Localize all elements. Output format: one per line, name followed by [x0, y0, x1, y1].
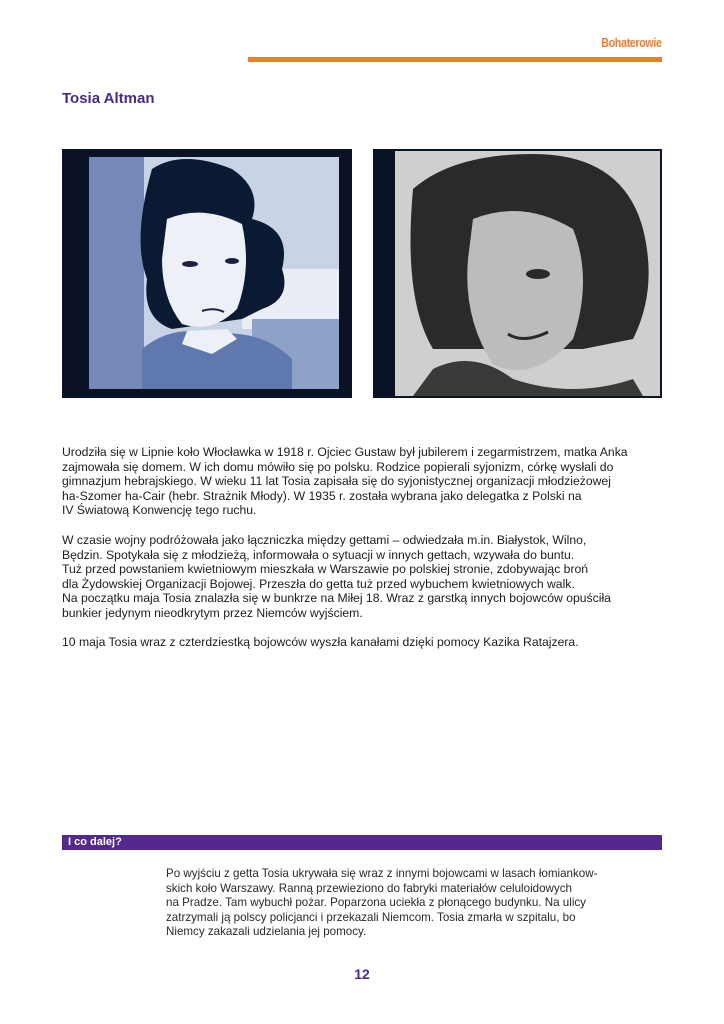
- header-accent-rule: [248, 57, 662, 62]
- page-number: 12: [354, 966, 370, 982]
- text-line: Będzin. Spotykała się z młodzieżą, informowała o sytuacji w innych gettach, wzywała do buntu.: [62, 547, 575, 562]
- section-label: Bohaterowie: [601, 35, 662, 50]
- text-line: IV Światową Konwencję tego ruchu.: [62, 503, 257, 518]
- text-line: zatrzymali ją polscy policjanci i przekazali Niemcom. Tosia zmarła w szpitalu, bo: [166, 910, 576, 924]
- after-section-text: [166, 867, 656, 940]
- text-line: dla Żydowskiej Organizacji Bojowej. Przeszła do getta tuż przed wybuchem kwietniowych walk.: [62, 576, 575, 591]
- text-line: W czasie wojny podróżowała jako łączniczka między gettami – odwiedzała m.in. Białystok, Wilno,: [62, 533, 587, 547]
- text-line: Urodziła się w Lipnie koło Włocławka w 1918 r. Ojciec Gustaw był jubilerem i zegarmistrzem, matka Anka: [62, 445, 628, 459]
- text-line: skich koło Warszawy. Ranną przewieziono do fabryki materiałów celuloidowych: [166, 881, 572, 895]
- text-line: bunkier jedynym nieodkrytym przez Niemców wyjściem.: [62, 605, 363, 620]
- biography-paragraph-1: [62, 445, 672, 518]
- illustration-portrait: [62, 149, 352, 398]
- text-line: ha-Szomer ha-Cair (hebr. Strażnik Młody). W 1935 r. została wybrana jako delegatka z Polski na: [62, 488, 582, 503]
- after-section-header: [62, 835, 662, 850]
- photo-portrait-icon: [373, 149, 662, 398]
- after-section-heading: I co dalej?: [68, 836, 122, 848]
- biography-paragraph-3: [62, 635, 672, 650]
- biography-paragraph-2: [62, 533, 672, 621]
- page-title: Tosia Altman: [62, 90, 155, 107]
- illustration-portrait-icon: [62, 149, 352, 398]
- text-line: Tuż przed powstaniem kwietniowym mieszkała w Warszawie po polskiej stronie, zdobywając broń: [62, 562, 589, 577]
- text-line: Po wyjściu z getta Tosia ukrywała się wraz z innymi bojowcami w lasach łomiankow-: [166, 867, 598, 880]
- text-line: Na początku maja Tosia znalazła się w bunkrze na Miłej 18. Wraz z garstką innych bojowców opuściła: [62, 591, 611, 606]
- text-line: Niemcy zakazali udzielania jej pomocy.: [166, 925, 367, 939]
- text-line: na Pradze. Tam wybuchł pożar. Poparzona uciekła z płonącego budynku. Na ulicy: [166, 896, 586, 910]
- photo-portrait: [373, 149, 662, 398]
- text-line: 10 maja Tosia wraz z czterdziestką bojowców wyszła kanałami dzięki pomocy Kazika Ratajzera.: [62, 635, 579, 649]
- text-line: zajmowała się domem. W ich domu mówiło się po polsku. Rodzice popierali syjonizm, córkę wysłali do: [62, 459, 614, 474]
- text-line: gimnazjum hebrajskiego. W wieku 11 lat Tosia zapisała się do syjonistycznej organizacji młodzieżowej: [62, 474, 611, 489]
